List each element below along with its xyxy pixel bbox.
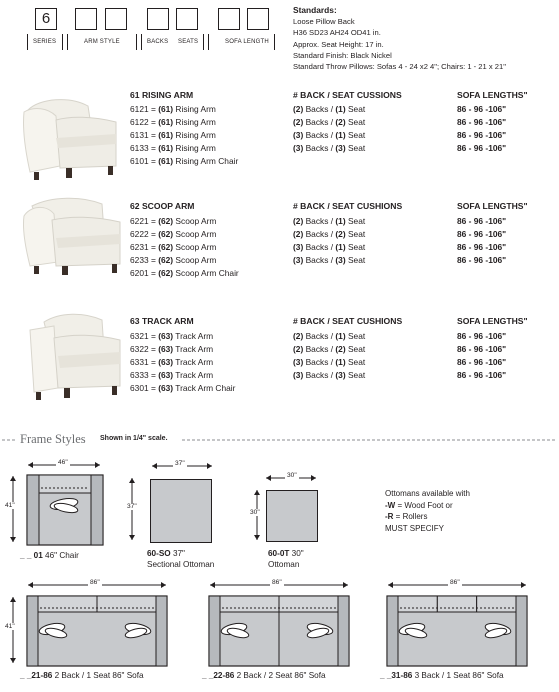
model-row [130, 267, 239, 280]
model-name: Scoop Arm [173, 241, 217, 252]
col-header-backs: # BACK / SEAT CUSSIONS [293, 90, 402, 100]
backs-text: Backs / [303, 241, 336, 252]
sofa-frame-drawing [386, 595, 528, 667]
model-name: Track Arm [173, 343, 214, 354]
sectional-ottoman-frame [150, 479, 212, 543]
sofa-lengths: 86 - 96 -106" [457, 331, 507, 341]
seats-count: (3) [335, 369, 346, 380]
model-arm-number: (61) [158, 129, 174, 140]
sofa-lengths: 86 - 96 -106" [457, 228, 507, 239]
model-row [130, 356, 213, 369]
model-name: Track Arm [173, 356, 214, 367]
so-width-label: 37" [175, 460, 185, 467]
seats-text: Seat [345, 116, 366, 127]
sofa-description: 2 Back / 1 Seat 86" Sofa [52, 671, 144, 680]
seats-text: Seat [345, 216, 366, 226]
arm-style-box-2 [105, 8, 127, 30]
model-code: 6321 = [130, 331, 159, 341]
model-name: Scoop Arm [173, 216, 217, 226]
backs-text: Backs / [303, 216, 336, 226]
sofa-description: 3 Back / 1 Seat 86" Sofa [412, 671, 504, 680]
so-depth-label: 37" [127, 503, 137, 510]
model-arm-number: (61) [158, 155, 174, 166]
model-arm-number: (63) [158, 343, 174, 354]
sofa-code: _ _21-86 [20, 671, 53, 680]
seats-text: Seat [345, 129, 366, 140]
cushion-config [293, 215, 365, 228]
backs-text: Backs / [303, 356, 336, 367]
col-header-lengths: SOFA LENGTHS" [457, 201, 528, 211]
cushion-config [293, 343, 365, 356]
seats-text: Seat [345, 356, 366, 367]
col-header-backs: # BACK / SEAT CUSHIONS [293, 201, 403, 211]
label-sofa-length: SOFA LENGTH [225, 39, 269, 45]
seats-text: Seat [345, 104, 366, 114]
model-code: 6101 = [130, 155, 159, 166]
backs-text: Backs / [303, 228, 336, 239]
model-name: Rising Arm [173, 142, 216, 153]
sofa-caption [380, 670, 504, 681]
cushion-config [293, 103, 365, 116]
model-arm-number: (61) [158, 116, 174, 127]
sofa-lengths: 86 - 96 -106" [457, 343, 507, 354]
seats-text: Seat [345, 241, 366, 252]
model-arm-number: (63) [158, 382, 174, 393]
arm-style-box-1 [75, 8, 97, 30]
cushion-config [293, 228, 365, 241]
sofa-frame-drawing [208, 595, 350, 667]
col-header-lengths: SOFA LENGTHS" [457, 90, 528, 100]
model-row [130, 382, 235, 395]
backs-text: Backs / [303, 331, 336, 341]
standards-line: Approx. Seat Height: 17 in. [293, 39, 384, 49]
seats-count: (1) [335, 356, 346, 367]
backs-text: Backs / [303, 129, 336, 140]
model-code: 6201 = [130, 267, 159, 278]
cushion-config [293, 241, 365, 254]
model-name: Track Arm [173, 331, 214, 341]
seats-text: Seat [345, 331, 366, 341]
sofa-lengths: 86 - 96 -106" [457, 254, 507, 265]
sofa-width-label: 86" [90, 579, 100, 586]
sofa-width-label: 86" [450, 579, 460, 586]
seats-text: Seat [345, 343, 366, 354]
standards-block [293, 5, 506, 72]
backs-text: Backs / [303, 142, 336, 153]
model-name: Rising Arm Chair [173, 155, 239, 166]
seats-count: (1) [335, 129, 346, 140]
seats-count: (1) [335, 241, 346, 252]
model-row [130, 116, 216, 129]
backs-count: (3) [293, 356, 304, 367]
backs-text: Backs / [303, 116, 336, 127]
seats-text: Seat [345, 142, 366, 153]
ot-width-label: 30" [287, 472, 297, 479]
backs-text: Backs / [303, 369, 336, 380]
sofa-length-box-2 [247, 8, 269, 30]
seats-count: (2) [335, 343, 346, 354]
backs-count: (3) [293, 241, 304, 252]
cushion-config [293, 142, 365, 155]
chair-caption: _ _ 01 46" Chair [20, 551, 79, 560]
model-code: 6121 = [130, 104, 159, 114]
model-code: 6122 = [130, 116, 159, 127]
model-row [130, 215, 216, 228]
sofa-lengths: 86 - 96 -106" [457, 142, 507, 153]
backs-text: Backs / [303, 104, 336, 114]
standards-title: Standards: [293, 5, 337, 15]
sofa-description: 2 Back / 2 Seat 86" Sofa [234, 671, 326, 680]
seats-count: (1) [335, 331, 346, 341]
model-arm-number: (62) [158, 254, 174, 265]
sofa-code: _ _22-86 [202, 671, 235, 680]
model-name: Rising Arm [173, 116, 216, 127]
model-code: 6331 = [130, 356, 159, 367]
ot-depth-label: 30" [250, 509, 260, 516]
cushion-config [293, 129, 365, 142]
cushion-config [293, 356, 365, 369]
sofa-lengths: 86 - 96 -106" [457, 356, 507, 367]
sofa-lengths: 86 - 96 -106" [457, 369, 507, 380]
model-row [130, 155, 238, 168]
ottoman-options-note [385, 488, 470, 534]
sofa-lengths: 86 - 96 -106" [457, 104, 507, 114]
backs-count: (2) [293, 216, 304, 226]
standards-line: H36 SD23 AH24 OD41 in. [293, 28, 381, 38]
divider [67, 34, 68, 50]
sofa-caption [20, 670, 144, 681]
seats-count: (3) [335, 254, 346, 265]
track-arm-chair-photo [26, 308, 122, 410]
label-backs: BACKS [147, 39, 169, 45]
divider [274, 34, 275, 50]
model-arm-number: (62) [158, 241, 174, 252]
divider [208, 34, 209, 50]
divider [203, 34, 204, 50]
model-row [130, 343, 213, 356]
model-arm-number: (63) [158, 369, 174, 380]
seats-count: (2) [335, 116, 346, 127]
series-number-box: 6 [35, 8, 57, 30]
sofa-lengths: 86 - 96 -106" [457, 116, 507, 127]
sofa-lengths: 86 - 96 -106" [457, 129, 507, 140]
model-row [130, 254, 216, 267]
section-title-scoop-arm: 62 SCOOP ARM [130, 201, 195, 211]
model-arm-number: (61) [158, 142, 174, 153]
backs-count: (2) [293, 331, 304, 341]
model-arm-number: (63) [158, 356, 174, 367]
seats-text: Seat [345, 228, 366, 239]
seats-text: Seat [345, 369, 366, 380]
chair-frame-drawing [26, 474, 104, 546]
model-code: 6322 = [130, 343, 159, 354]
seats-count: (1) [335, 216, 346, 226]
backs-count: (3) [293, 142, 304, 153]
model-row [130, 142, 216, 155]
seats-count: (2) [335, 228, 346, 239]
section-title-rising-arm: 61 RISING ARM [130, 90, 194, 100]
model-name: Scoop Arm Chair [173, 267, 239, 278]
note-line: MUST SPECIFY [385, 523, 444, 533]
backs-box [147, 8, 169, 30]
model-arm-number: (62) [158, 216, 174, 226]
model-code: 6333 = [130, 369, 159, 380]
sofa-frames [0, 578, 559, 692]
backs-count: (2) [293, 343, 304, 354]
note-line: Ottomans available with [385, 489, 470, 498]
model-name: Track Arm Chair [173, 382, 236, 393]
backs-count: (3) [293, 129, 304, 140]
model-code: 6131 = [130, 129, 159, 140]
model-row [130, 129, 216, 142]
cushion-config [293, 369, 365, 382]
model-name: Rising Arm [173, 129, 216, 140]
frame-styles-subtitle: Shown in 1/4" scale. [100, 435, 168, 442]
backs-count: (2) [293, 116, 304, 127]
model-row [130, 241, 216, 254]
standards-line: Loose Pillow Back [293, 17, 355, 27]
backs-text: Backs / [303, 343, 336, 354]
model-row [130, 330, 213, 343]
model-code: 6221 = [130, 216, 159, 226]
sofa-code: _ _31-86 [380, 671, 413, 680]
model-row [130, 369, 213, 382]
divider [141, 34, 142, 50]
seats-box [176, 8, 198, 30]
model-arm-number: (62) [158, 267, 174, 278]
model-name: Rising Arm [173, 104, 216, 114]
model-name: Scoop Arm [173, 254, 217, 265]
model-arm-number: (63) [158, 331, 174, 341]
model-code: 6233 = [130, 254, 159, 265]
divider [27, 34, 28, 50]
section-title-track-arm: 63 TRACK ARM [130, 316, 194, 326]
sofa-caption [202, 670, 326, 681]
ottoman-frame [266, 490, 318, 542]
sofa-length-box-1 [218, 8, 240, 30]
sofa-depth-label: 41" [5, 623, 15, 630]
chair-depth-label: 41" [5, 502, 15, 509]
backs-text: Backs / [303, 254, 336, 265]
model-code: 6231 = [130, 241, 159, 252]
so-caption: 60-SO 37" Sectional Ottoman [147, 549, 215, 569]
col-header-lengths: SOFA LENGTHS" [457, 316, 528, 326]
model-code: 6222 = [130, 228, 159, 239]
seats-count: (1) [335, 104, 346, 114]
chair-depth-arrow [8, 474, 18, 544]
backs-count: (3) [293, 369, 304, 380]
sofa-width-label: 86" [272, 579, 282, 586]
cushion-config [293, 116, 365, 129]
cushion-config [293, 330, 365, 343]
cushion-config [293, 254, 365, 267]
note-line: -W = Wood Foot or [385, 500, 453, 510]
col-header-backs: # BACK / SEAT CUSHIONS [293, 316, 403, 326]
model-arm-number: (61) [158, 104, 174, 114]
label-arm-style: ARM STYLE [84, 39, 120, 45]
model-arm-number: (62) [158, 228, 174, 239]
chair-width-label: 46" [58, 459, 68, 466]
backs-count: (2) [293, 104, 304, 114]
model-row [130, 228, 216, 241]
model-name: Scoop Arm [173, 228, 217, 239]
model-name: Track Arm [173, 369, 214, 380]
scoop-arm-chair-photo [22, 194, 122, 286]
backs-count: (2) [293, 228, 304, 239]
sofa-lengths: 86 - 96 -106" [457, 241, 507, 252]
backs-count: (3) [293, 254, 304, 265]
model-code: 6133 = [130, 142, 159, 153]
divider [136, 34, 137, 50]
rising-arm-chair-photo [20, 92, 120, 187]
label-series: SERIES [33, 39, 57, 45]
frame-styles-title: Frame Styles [20, 432, 86, 446]
seats-text: Seat [345, 254, 366, 265]
sofa-lengths: 86 - 96 -106" [457, 216, 507, 226]
standards-line: Standard Throw Pillows: Sofas 4 - 24 x2 4"; Chairs: 1 - 21 x 21" [293, 62, 506, 72]
seats-count: (3) [335, 142, 346, 153]
model-code: 6301 = [130, 382, 159, 393]
label-seats: SEATS [178, 39, 199, 45]
standards-line: Standard Finish: Black Nickel [293, 50, 392, 60]
divider [62, 34, 63, 50]
note-line: -R = Rollers [385, 512, 428, 522]
sofa-frame-drawing [26, 595, 168, 667]
ot-caption: 60-0T 30" Ottoman [268, 549, 304, 569]
model-row [130, 103, 216, 116]
